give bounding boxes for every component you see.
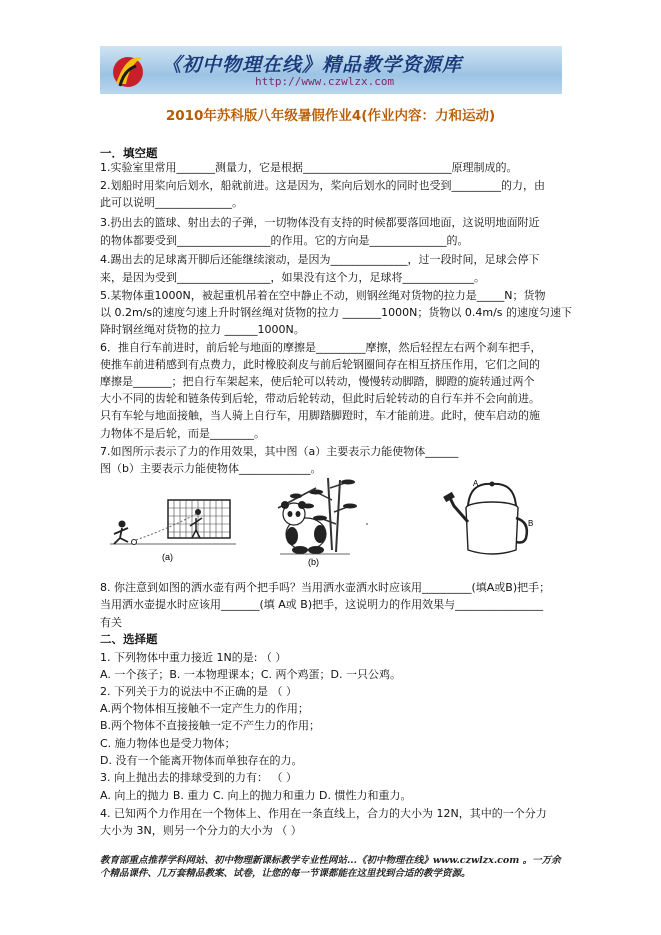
text-line: 只有车轮与地面接触，当人骑上自行车，用脚踏脚蹬时，车才能前进。此时，使车启动的施: [100, 409, 540, 422]
footer-line: 个精品课件、几万套精品教案、试卷，让您的每一节课都能在这里找到合适的教学资源。: [100, 868, 471, 879]
banner-url[interactable]: http://www.czwlzx.com: [255, 75, 395, 88]
page-footer: [100, 854, 570, 880]
footer-line: 教育部重点推荐学科网站、初中物理新课标教学专业性网站...《初中物理在线》www.czwlzx.com 。一万余: [100, 855, 561, 866]
figure-label-a: (a): [162, 552, 173, 562]
text-line: 4. 已知两个力作用在一个物体上、作用在一条直线上，合力的大小为 12N，其中的一个分力: [100, 807, 547, 820]
text-line: 大小为 3N，则另一个分力的大小为 （ ）: [100, 824, 302, 837]
site-logo-icon: [106, 50, 150, 90]
figure-label-b: (b): [308, 557, 319, 567]
banner-title: 《初中物理在线》精品教学资源库: [162, 54, 463, 76]
text-line: 1.实验室里常用_______测量力，它是根据___________________________原理制成的。: [100, 161, 518, 174]
text-line: 6．推自行车前进时，前后轮与地面的摩擦是_________摩擦，然后轻捏左右两个刹车把手，: [100, 341, 542, 354]
watering-kettle-figure: [443, 482, 527, 555]
text-line: 2. 下列关于力的说法中不正确的是 （ ）: [100, 685, 297, 698]
text-line: 使推车前进稍感到有点费力，此时橡胶刹皮与前后轮钢圈间存在相互挤压作用，它们之间的: [100, 358, 540, 371]
text-line: 3.扔出去的篮球、射出去的子弹，一切物体没有支持的时候都要落回地面，这说明地面附近: [100, 216, 540, 229]
text-line: 3. 向上抛出去的排球受到的力有： （ ）: [100, 771, 297, 784]
text-line: 力物体不是后轮，而是________。: [100, 427, 265, 440]
kettle-label-a: A: [473, 479, 479, 488]
text-line: 降时钢丝绳对货物的拉力 ______1000N。: [100, 323, 305, 336]
text-line: 7.如图所示表示了力的作用效果，其中图（a）主要表示力能使物体______: [100, 445, 459, 458]
text-line: A. 向上的抛力 B. 重力 C. 向上的抛力和重力 D. 惯性力和重力。: [100, 789, 412, 802]
text-line: B.两个物体不直接接触一定不产生力的作用；: [100, 719, 321, 732]
text-line: C. 施力物体也是受力物体；: [100, 737, 236, 750]
text-line: D. 没有一个能离开物体而单独存在的力。: [100, 754, 303, 767]
text-line: 此可以说明______________。: [100, 196, 243, 209]
kettle-label-b: B: [528, 519, 534, 528]
section-choice-heading: 二、选择题: [100, 632, 158, 646]
text-line: 1. 下列物体中重力接近 1N的是: （ ）: [100, 651, 287, 664]
text-line: 大小不同的齿轮和链条传到后轮，带动后轮转动，但此时后轮转动的自行车并不会向前进。: [100, 392, 540, 405]
text-line: 4.踢出去的足球离开脚后还能继续滚动，是因为______________，过一段时间，足球会停下: [100, 253, 540, 266]
text-line: 以 0.2m/s的速度匀速上升时钢丝绳对货物的拉力 _______1000N；货物以 0.4m/s 的速度匀速下: [100, 306, 572, 319]
header-banner: [100, 46, 562, 94]
text-line: 2.划船时用桨向后划水，船就前进。这是因为，桨向后划水的同时也受到_________的力，由: [100, 179, 545, 192]
text-line: 5.某物体重1000N，被起重机吊着在空中静止不动，则钢丝绳对货物的拉力是_____N；货物: [100, 289, 546, 302]
panda-bamboo-figure: [278, 478, 357, 554]
text-line: 摩擦是_______；把自行车架起来，使后轮可以转动，慢慢转动脚踏，脚蹬的旋转通过两个: [100, 375, 535, 388]
text-line: 图（b）主要表示力能使物体_____________。: [100, 462, 322, 475]
text-line: 有关: [100, 616, 122, 629]
text-line: 的物体都要受到_________________的作用。它的方向是______________的。: [100, 234, 469, 247]
text-line: 8. 你注意到如图的洒水壶有两个把手吗？当用洒水壶洒水时应该用_________(填A或B)把手；: [100, 581, 551, 594]
text-line: 当用洒水壶提水时应该用_______(填 A或 B)把手，这说明力的作用效果与________________: [100, 598, 544, 611]
text-line: A. 一个孩子；B. 一本物理课本；C. 两个鸡蛋；D. 一只公鸡。: [100, 668, 401, 681]
text-line: A.两个物体相互接触不一定产生力的作用；: [100, 702, 309, 715]
section-fill-in-heading: 一．填空题: [100, 146, 158, 160]
figures-illustration: [110, 478, 550, 568]
soccer-figure: [110, 500, 236, 545]
document-title: 2010年苏科版八年级暑假作业4(作业内容：力和运动): [165, 108, 496, 124]
text-line: 来，是因为受到_________________，如果没有这个力，足球将_____________。: [100, 271, 485, 284]
figure-row: [110, 478, 550, 568]
